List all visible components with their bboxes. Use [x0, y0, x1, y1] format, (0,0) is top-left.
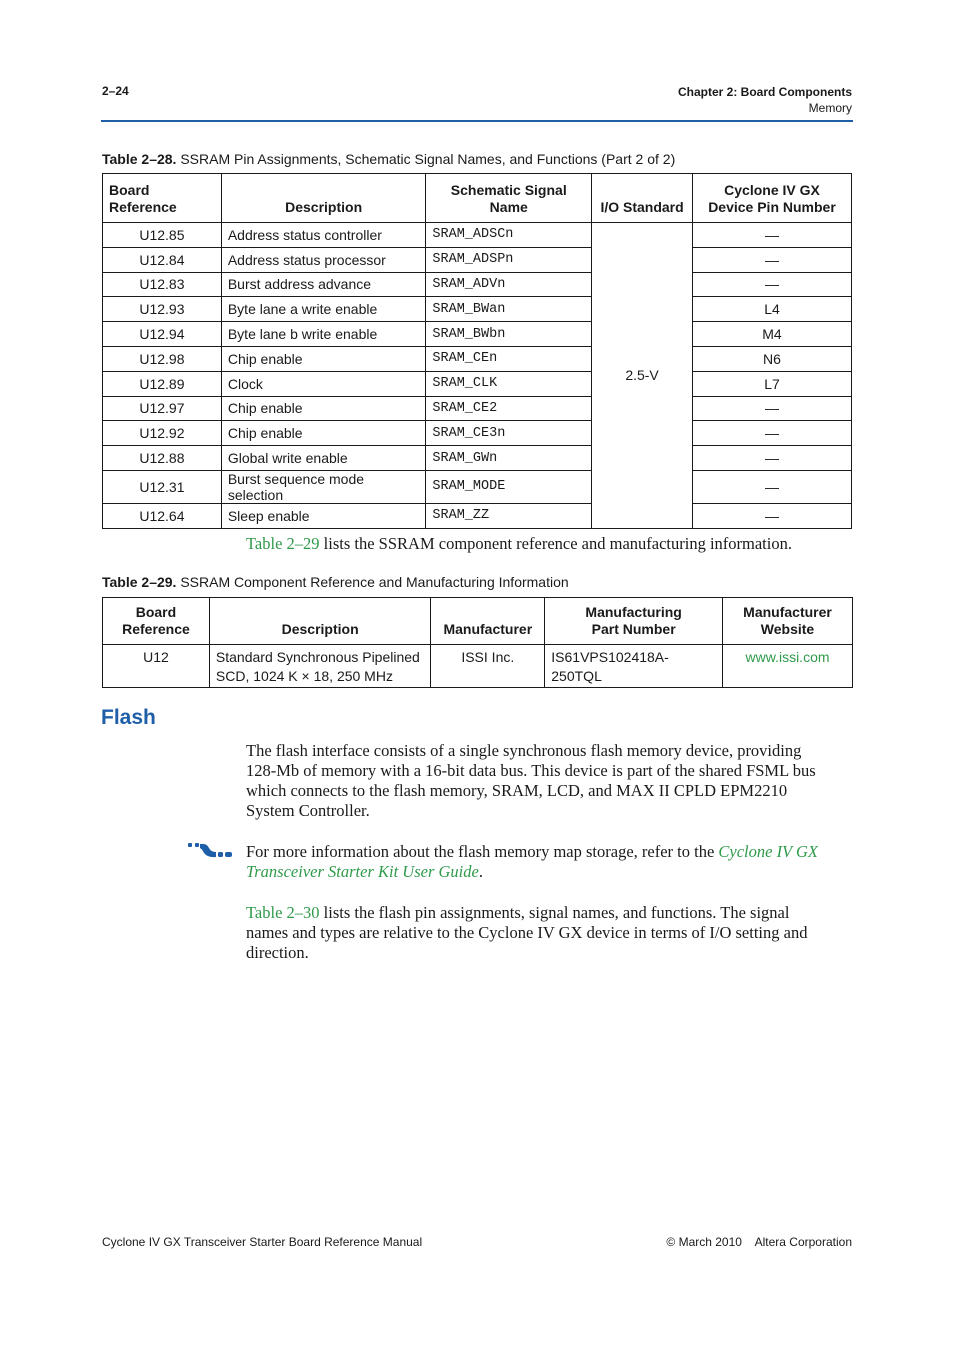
footer-right: © March 2010 Altera Corporation [666, 1235, 852, 1249]
cell-board-reference: U12.83 [103, 272, 222, 297]
col-device-pin-number: Cyclone IV GX Device Pin Number [693, 174, 852, 223]
cell-board-reference: U12 [103, 645, 210, 688]
chapter-title: Chapter 2: Board Components [677, 85, 852, 99]
cell-description: Burst address advance [221, 272, 426, 297]
cell-signal-name: SRAM_ZZ [426, 503, 592, 528]
cell-board-reference: U12.93 [103, 297, 222, 322]
cell-pin-number: — [693, 503, 852, 528]
cell-signal-name: SRAM_ADSCn [426, 223, 592, 248]
cell-signal-name: SRAM_CE2 [426, 396, 592, 421]
cell-signal-name: SRAM_CLK [426, 371, 592, 396]
table29-caption [102, 574, 569, 590]
running-header [678, 84, 852, 116]
paragraph-line: Table 2–30 lists the flash pin assignments, signal names, and functions. The signal [246, 903, 790, 922]
flash-paragraph [246, 741, 816, 821]
cell-board-reference: U12.97 [103, 396, 222, 421]
cell-pin-number: — [693, 421, 852, 446]
cell-pin-number: — [693, 446, 852, 471]
cell-board-reference: U12.85 [103, 223, 222, 248]
cell-board-reference: U12.98 [103, 346, 222, 371]
table29-caption-label: Table 2–29. [102, 574, 177, 590]
cell-pin-number: L4 [693, 297, 852, 322]
cell-description: Address status processor [221, 247, 426, 272]
cell-description: Chip enable [221, 346, 426, 371]
col-description: Description [209, 598, 430, 645]
table29-xref-link[interactable]: Table 2–29 [246, 534, 320, 553]
issi-website-link[interactable]: www.issi.com [745, 649, 830, 665]
table-row [103, 396, 852, 421]
cell-pin-number: — [693, 396, 852, 421]
cell-description: Byte lane b write enable [221, 322, 426, 347]
table28-caption-text: SSRAM Pin Assignments, Schematic Signal Names, and Functions (Part 2 of 2) [180, 151, 676, 167]
table-row [103, 247, 852, 272]
cell-description: Global write enable [221, 446, 426, 471]
cell-board-reference: U12.64 [103, 503, 222, 528]
section-heading-flash: Flash [101, 706, 156, 729]
paragraph-line: names and types are relative to the Cyclone IV GX device in terms of I/O setting and [246, 923, 808, 942]
page-number: 2–24 [102, 84, 129, 98]
footer-left: Cyclone IV GX Transceiver Starter Board Reference Manual [102, 1235, 423, 1249]
cell-board-reference: U12.92 [103, 421, 222, 446]
col-board-reference: Board Reference [103, 598, 210, 645]
table-row [103, 645, 853, 688]
user-guide-link-cont[interactable]: Transceiver Starter Kit User Guide [246, 862, 479, 881]
cell-manufacturer: ISSI Inc. [431, 645, 545, 688]
cell-signal-name: SRAM_MODE [426, 470, 592, 503]
table-row [103, 322, 852, 347]
cell-pin-number: L7 [693, 371, 852, 396]
cell-description [209, 645, 430, 688]
paragraph-line: direction. [246, 943, 309, 962]
cell-board-reference: U12.84 [103, 247, 222, 272]
description-line: Standard Synchronous Pipelined [215, 649, 420, 665]
table30-intro [246, 903, 807, 963]
section-title: Memory [808, 101, 852, 115]
cell-description: Clock [221, 371, 426, 396]
table-row [103, 223, 852, 248]
cell-signal-name: SRAM_BWbn [426, 322, 592, 347]
cell-board-reference: U12.89 [103, 371, 222, 396]
table-row [103, 272, 852, 297]
cell-board-reference: U12.94 [103, 322, 222, 347]
cell-signal-name: SRAM_ADSPn [426, 247, 592, 272]
description-line: SCD, 1024 K × 18, 250 MHz [215, 668, 393, 684]
cell-pin-number: M4 [693, 322, 852, 347]
table-row [103, 371, 852, 396]
cell-description: Burst sequence mode selection [221, 470, 426, 503]
paragraph-line: System Controller. [246, 801, 370, 820]
cell-signal-name: SRAM_GWn [426, 446, 592, 471]
pointer-note-icon [188, 842, 234, 860]
cell-board-reference: U12.31 [103, 470, 222, 503]
table-row [103, 446, 852, 471]
col-schematic-signal-name: Schematic Signal Name [426, 174, 592, 223]
cell-io-standard: 2.5-V [592, 223, 693, 529]
cell-signal-name: SRAM_BWan [426, 297, 592, 322]
col-manufacturer-website: Manufacturer Website [723, 598, 853, 645]
table-row [103, 346, 852, 371]
user-guide-link[interactable]: Cyclone IV GX [718, 842, 818, 861]
col-board-reference: Board Reference [103, 174, 222, 223]
ssram-pin-table [102, 173, 852, 529]
cell-website [723, 645, 853, 688]
col-io-standard: I/O Standard [592, 174, 693, 223]
table-row [103, 503, 852, 528]
paragraph-line: which connects to the flash memory, SRAM, LCD, and MAX II CPLD EPM2210 [246, 781, 788, 800]
flash-note [246, 842, 818, 882]
table28-caption [102, 151, 675, 167]
col-part-number: Manufacturing Part Number [545, 598, 723, 645]
note-line: Transceiver Starter Kit User Guide. [246, 862, 483, 881]
table30-xref-link[interactable]: Table 2–30 [246, 903, 320, 922]
table28-caption-label: Table 2–28. [102, 151, 177, 167]
cell-part-number: IS61VPS102418A-250TQL [545, 645, 723, 688]
table29-intro [246, 534, 792, 554]
table-row [103, 470, 852, 503]
cell-description: Chip enable [221, 396, 426, 421]
cell-board-reference: U12.88 [103, 446, 222, 471]
cell-pin-number: — [693, 470, 852, 503]
cell-pin-number: — [693, 247, 852, 272]
table-row [103, 421, 852, 446]
table29-caption-text: SSRAM Component Reference and Manufacturing Information [180, 574, 569, 590]
cell-description: Chip enable [221, 421, 426, 446]
col-manufacturer: Manufacturer [431, 598, 545, 645]
table-row [103, 297, 852, 322]
paragraph-line: The flash interface consists of a single synchronous flash memory device, providing [246, 741, 802, 760]
cell-description: Address status controller [221, 223, 426, 248]
paragraph-line: 128-Mb of memory with a 16-bit data bus. This device is part of the shared FSML bus [246, 761, 816, 780]
ssram-component-table [102, 597, 853, 688]
note-line: For more information about the flash memory map storage, refer to the Cyclone IV GX [246, 842, 818, 861]
col-description: Description [221, 174, 426, 223]
table29-intro-text: lists the SSRAM component reference and manufacturing information. [319, 534, 792, 553]
header-rule [101, 120, 853, 122]
cell-signal-name: SRAM_CE3n [426, 421, 592, 446]
cell-pin-number: — [693, 272, 852, 297]
cell-signal-name: SRAM_ADVn [426, 272, 592, 297]
cell-description: Byte lane a write enable [221, 297, 426, 322]
cell-signal-name: SRAM_CEn [426, 346, 592, 371]
cell-pin-number: N6 [693, 346, 852, 371]
cell-pin-number: — [693, 223, 852, 248]
cell-description: Sleep enable [221, 503, 426, 528]
